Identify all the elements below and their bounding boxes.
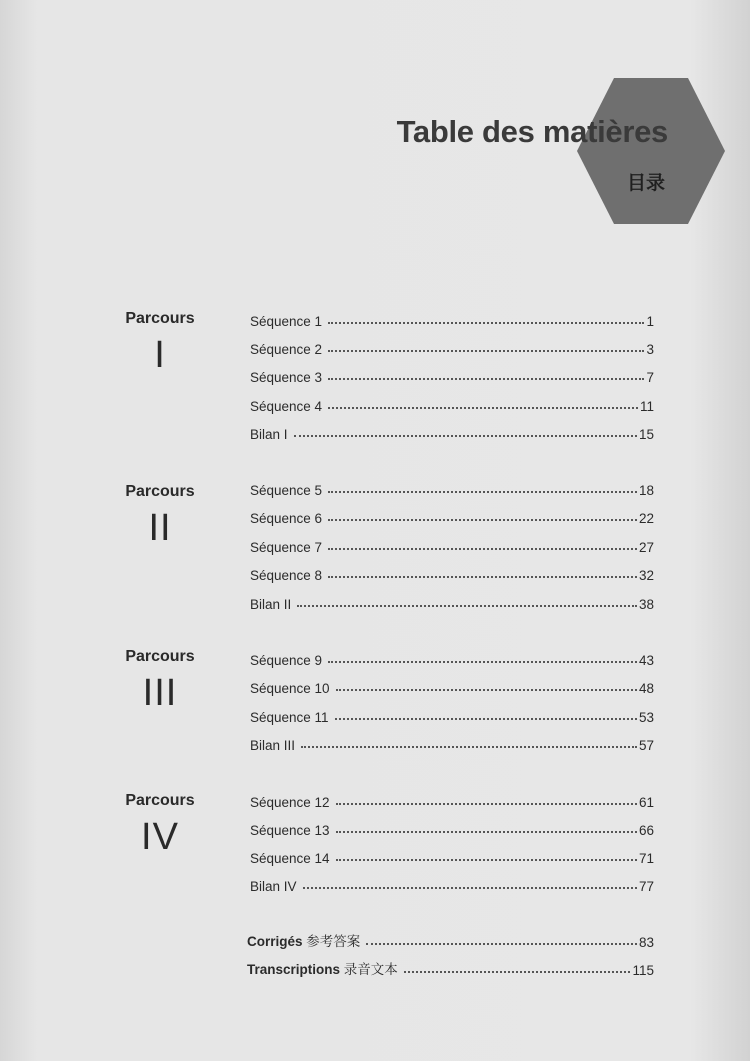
toc-entry-page: 22 bbox=[638, 511, 654, 526]
toc-entry-label-cn: 参考答案 bbox=[306, 934, 361, 950]
toc-entry[interactable] bbox=[250, 563, 654, 583]
toc-entry-page: 7 bbox=[646, 370, 654, 385]
parcours-label: Parcours bbox=[125, 792, 195, 809]
parcours-numeral: III bbox=[142, 672, 178, 714]
toc-entry-label: Bilan I bbox=[250, 427, 288, 442]
toc-entry-page: 3 bbox=[646, 342, 654, 357]
toc-entry-label: Séquence 8 bbox=[250, 568, 323, 583]
toc-leader-dots bbox=[328, 548, 637, 550]
toc-entry-page: 77 bbox=[638, 879, 654, 894]
toc-entry-label: Séquence 13 bbox=[250, 823, 330, 838]
toc-entry-label bbox=[247, 930, 366, 950]
toc-entry[interactable] bbox=[250, 535, 654, 555]
toc-entry[interactable] bbox=[250, 337, 654, 357]
toc-entry-label: Séquence 6 bbox=[250, 511, 323, 526]
toc-entry-label-bold: Transcriptions bbox=[247, 962, 341, 977]
toc-leader-dots bbox=[328, 491, 637, 493]
toc-entry-label: Bilan III bbox=[250, 738, 296, 753]
toc-leader-dots bbox=[328, 576, 637, 578]
toc-entry-label: Bilan IV bbox=[250, 879, 297, 894]
toc-entry-page: 11 bbox=[639, 399, 654, 414]
toc-leader-dots bbox=[301, 746, 637, 748]
toc-entry-label-cn: 录音文本 bbox=[343, 962, 398, 978]
toc-entry-label: Séquence 12 bbox=[250, 795, 330, 810]
toc-entry-label: Séquence 5 bbox=[250, 483, 323, 498]
parcours-heading-2 bbox=[110, 483, 210, 550]
toc-entry[interactable] bbox=[250, 676, 654, 696]
toc-leader-dots bbox=[303, 887, 637, 889]
hexagon-decoration bbox=[577, 78, 725, 224]
toc-entry[interactable] bbox=[250, 478, 654, 498]
parcours-numeral: II bbox=[148, 507, 172, 549]
toc-entry[interactable] bbox=[250, 394, 654, 414]
toc-leader-dots bbox=[328, 519, 637, 521]
parcours-heading-1 bbox=[110, 310, 210, 377]
toc-entry-label: Séquence 11 bbox=[250, 710, 329, 725]
toc-leader-dots bbox=[336, 803, 637, 805]
toc-entry-page: 1 bbox=[646, 314, 654, 329]
toc-entry-page: 43 bbox=[638, 653, 654, 668]
toc-leader-dots bbox=[404, 971, 631, 973]
toc-leader-dots bbox=[328, 378, 644, 380]
toc-entry[interactable] bbox=[250, 705, 654, 725]
toc-entry-label: Séquence 9 bbox=[250, 653, 323, 668]
toc-entry-label: Séquence 10 bbox=[250, 681, 330, 696]
toc-entry-corriges[interactable] bbox=[247, 930, 654, 950]
toc-entry[interactable] bbox=[250, 648, 654, 668]
toc-entry-label: Séquence 1 bbox=[250, 314, 323, 329]
toc-leader-dots bbox=[328, 661, 637, 663]
parcours-heading-3 bbox=[110, 648, 210, 715]
toc-leader-dots bbox=[328, 350, 644, 352]
toc-entry-label bbox=[247, 958, 404, 978]
toc-entry-label-bold: Corrigés bbox=[247, 934, 303, 949]
toc-entry[interactable] bbox=[250, 592, 654, 612]
toc-entry-page: 48 bbox=[638, 681, 654, 696]
toc-entry-page: 18 bbox=[638, 483, 654, 498]
toc-entry-label: Séquence 7 bbox=[250, 540, 323, 555]
toc-entry-label: Séquence 4 bbox=[250, 399, 323, 414]
toc-entry-label: Bilan II bbox=[250, 597, 292, 612]
toc-entry[interactable] bbox=[250, 506, 654, 526]
toc-leader-dots bbox=[294, 435, 637, 437]
toc-entry-page: 66 bbox=[638, 823, 654, 838]
page-title: Table des matières bbox=[396, 114, 668, 149]
toc-entry-label: Séquence 14 bbox=[250, 851, 330, 866]
parcours-numeral: I bbox=[154, 334, 166, 376]
toc-entry-page: 32 bbox=[638, 568, 654, 583]
toc-entry-label: Séquence 3 bbox=[250, 370, 323, 385]
toc-entry-page: 83 bbox=[638, 935, 654, 950]
toc-entry-page: 115 bbox=[632, 963, 654, 978]
parcours-label: Parcours bbox=[125, 648, 195, 665]
toc-entry[interactable] bbox=[250, 818, 654, 838]
toc-leader-dots bbox=[336, 859, 637, 861]
toc-entry-page: 57 bbox=[638, 738, 654, 753]
toc-entry[interactable] bbox=[250, 365, 654, 385]
toc-entry-page: 15 bbox=[638, 427, 654, 442]
toc-entry[interactable] bbox=[250, 874, 654, 894]
toc-leader-dots bbox=[328, 322, 644, 324]
toc-leader-dots bbox=[336, 689, 637, 691]
toc-entry-label: Séquence 2 bbox=[250, 342, 323, 357]
toc-entry[interactable] bbox=[250, 846, 654, 866]
page-subtitle: 目录 bbox=[627, 172, 666, 194]
toc-leader-dots bbox=[366, 943, 637, 945]
toc-entry-page: 27 bbox=[638, 540, 654, 555]
toc-entry-page: 61 bbox=[638, 795, 654, 810]
toc-entry[interactable] bbox=[250, 733, 654, 753]
toc-entry-page: 38 bbox=[638, 597, 654, 612]
toc-entry-transcriptions[interactable] bbox=[247, 958, 654, 978]
toc-entry-page: 71 bbox=[638, 851, 654, 866]
toc-entry[interactable] bbox=[250, 309, 654, 329]
parcours-heading-4 bbox=[110, 792, 210, 859]
parcours-numeral: IV bbox=[141, 816, 179, 858]
parcours-label: Parcours bbox=[125, 310, 195, 327]
parcours-label: Parcours bbox=[125, 483, 195, 500]
toc-entry[interactable] bbox=[250, 422, 654, 442]
toc-leader-dots bbox=[297, 605, 637, 607]
toc-leader-dots bbox=[335, 718, 637, 720]
toc-leader-dots bbox=[328, 407, 638, 409]
toc-entry-page: 53 bbox=[638, 710, 654, 725]
toc-entry[interactable] bbox=[250, 790, 654, 810]
toc-leader-dots bbox=[336, 831, 637, 833]
